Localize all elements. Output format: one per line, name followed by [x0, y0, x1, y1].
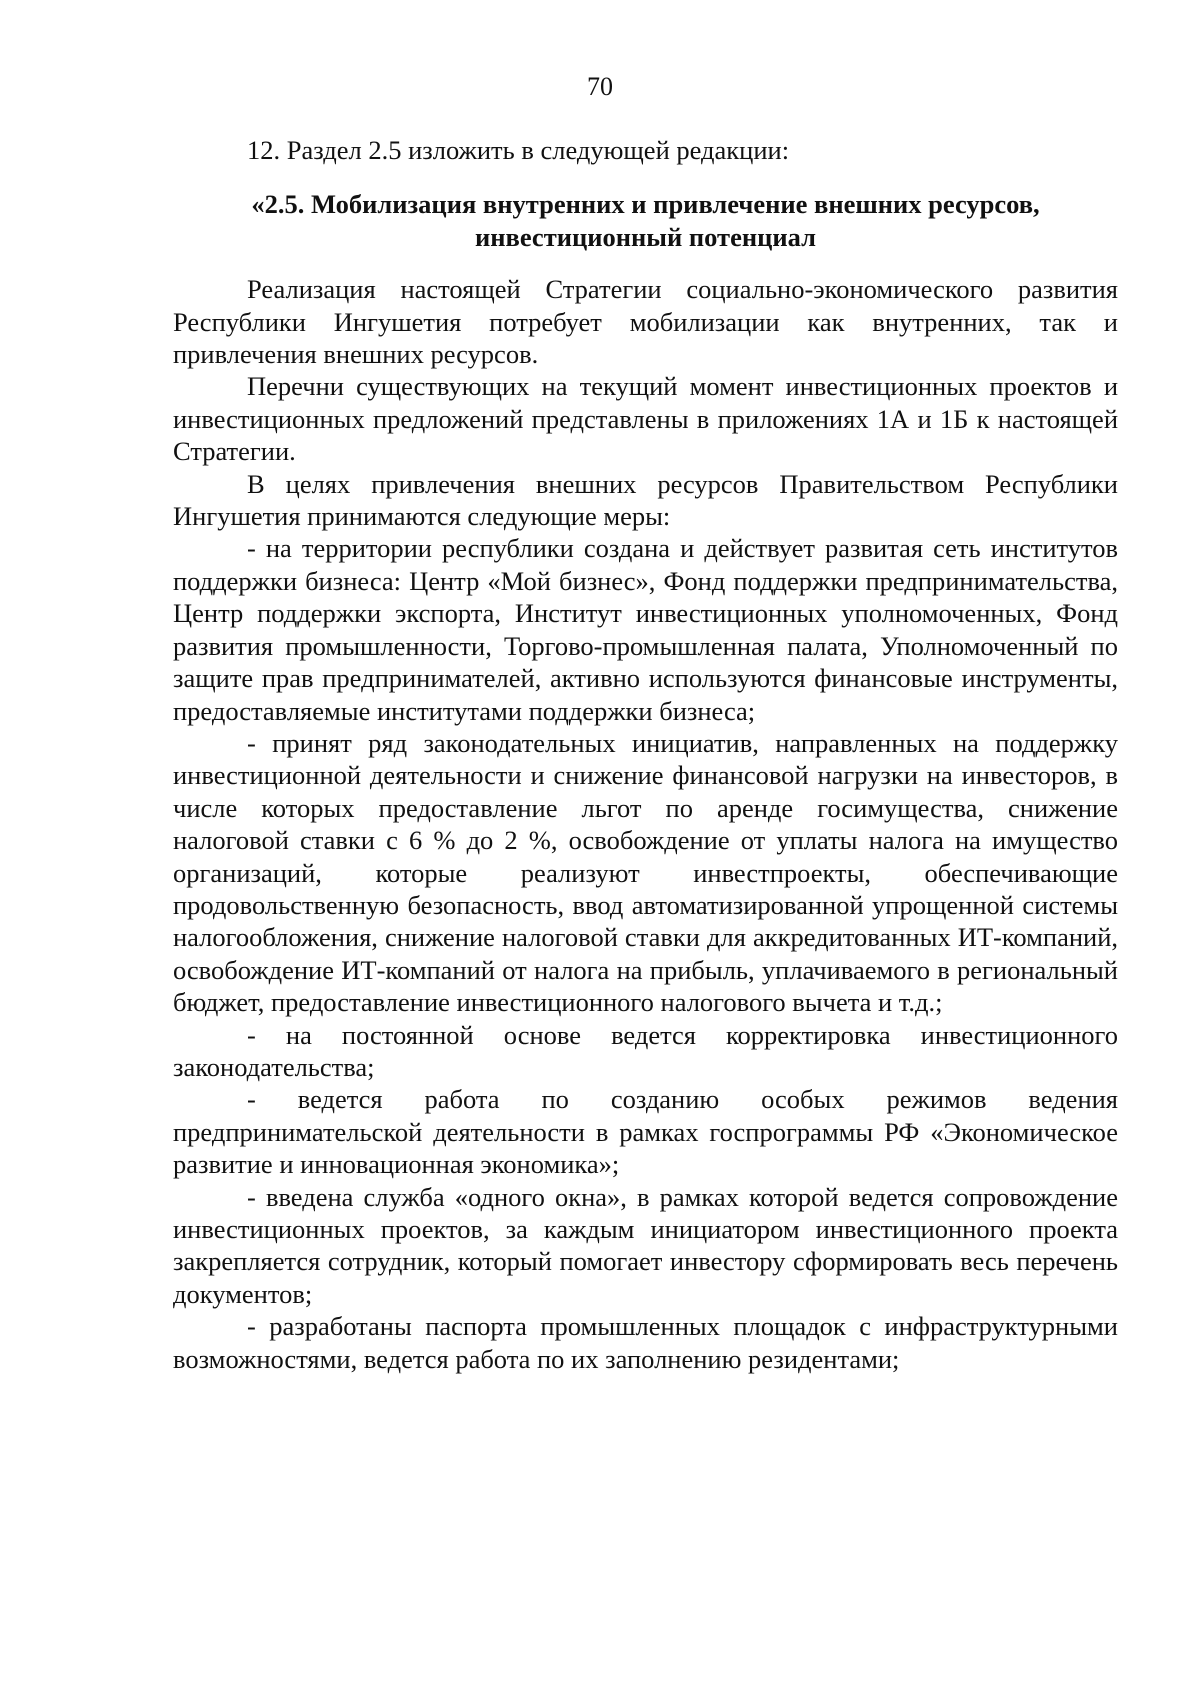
list-item-support-institutions: - на территории республики создана и действует развитая сеть институтов поддержки бизнеса: Центр «Мой бизнес», Фонд поддержки предпринимательства, Центр поддержки экспорта, Институт инвестиционных уполномоченных, Фонд развития промышленности, Торгово-промышленная палата, Уполномоченный по защите прав предпринимателей, активно используются финансовые инструменты, предоставляемые институтами поддержки бизнеса; — [173, 533, 1118, 726]
section-title-line-1: «2.5. Мобилизация внутренних и привлечение внешних ресурсов, — [251, 189, 1040, 220]
paragraph-measures-intro: В целях привлечения внешних ресурсов Правительством Республики Ингушетия принимаются следующие меры: — [173, 468, 1118, 532]
list-item-special-regimes: - ведется работа по созданию особых режимов ведения предпринимательской деятельности в рамках госпрограммы РФ «Экономическое развитие и инновационная экономика»; — [173, 1084, 1118, 1180]
paragraph-investment-lists: Перечни существующих на текущий момент инвестиционных проектов и инвестиционных предложений представлены в приложениях 1А и 1Б к настоящей Стратегии. — [173, 371, 1118, 467]
amendment-intro: 12. Раздел 2.5 изложить в следующей редакции: — [247, 135, 790, 165]
list-item-legislation-correction: - на постоянной основе ведется корректировка инвестиционного законодательства; — [173, 1019, 1118, 1082]
list-item-legislative-initiatives: - принят ряд законодательных инициатив, направленных на поддержку инвестиционной деятельности и снижение финансовой нагрузки на инвесторов, в числе которых предоставление льгот по аренде госимущества, снижение налоговой ставки с 6 % до 2 %, освобождение от уплаты налога на имущество организаций, которые реализуют инвестпроекты, обеспечивающие продовольственную безопасность, ввод автоматизированной упрощенной системы налогообложения, снижение налоговой ставки для аккредитованных ИТ-компаний, освобождение ИТ-компаний от налога на прибыль, уплачиваемого в региональный бюджет, предоставление инвестиционного налогового вычета и т.д.; — [173, 727, 1118, 1018]
paragraph-strategy-implementation: Реализация настоящей Стратегии социально-экономического развития Республики Ингушетия потребует мобилизации как внутренних, так и привлечения внешних ресурсов. — [173, 274, 1118, 370]
list-item-one-window-service: - введена служба «одного окна», в рамках которой ведется сопровождение инвестиционных проектов, за каждым инициатором инвестиционного проекта закрепляется сотрудник, который помогает инвестору сформировать весь перечень документов; — [173, 1181, 1118, 1309]
section-title — [173, 188, 1118, 253]
page-number: 70 — [587, 72, 613, 101]
section-title-line-2: инвестиционный потенциал — [475, 221, 816, 252]
document-body — [173, 134, 1118, 1375]
list-item-industrial-site-passports: - разработаны паспорта промышленных площадок с инфраструктурными возможностями, ведется работа по их заполнению резидентами; — [173, 1311, 1118, 1374]
